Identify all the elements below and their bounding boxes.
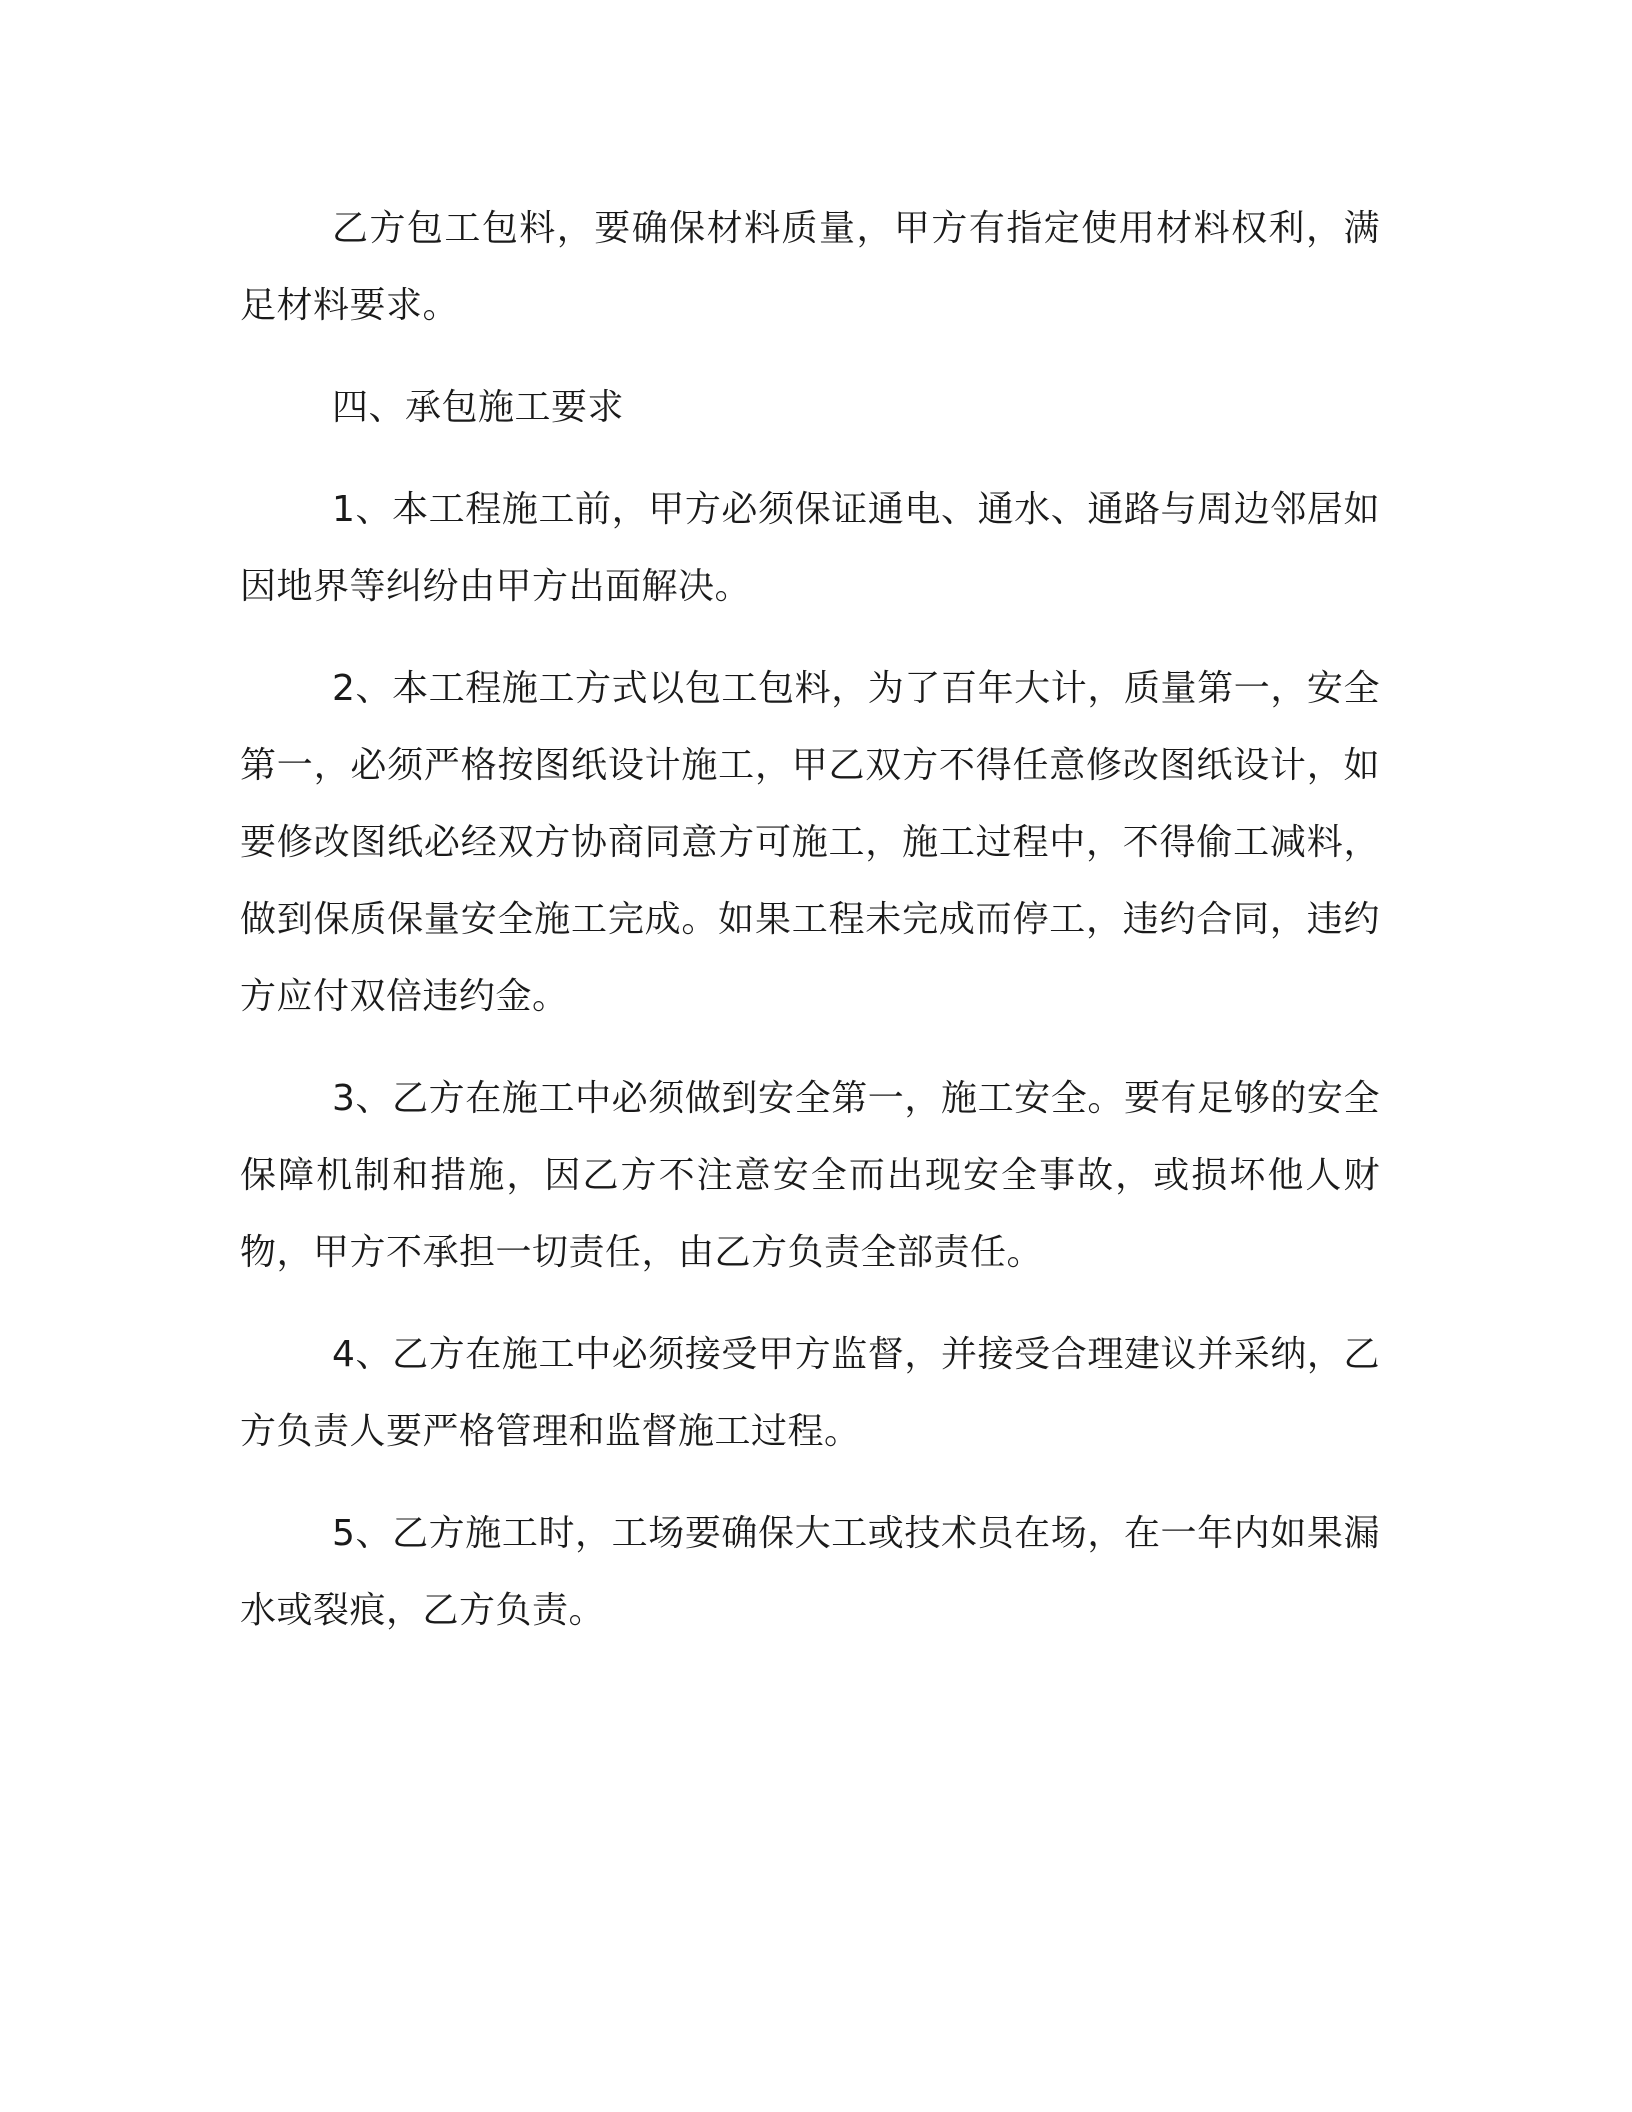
clause-2: 2、本工程施工方式以包工包料，为了百年大计，质量第一，安全第一，必须严格按图纸设计施工，甲乙双方不得任意修改图纸设计，如要修改图纸必经双方协商同意方可施工，施工过程中，不得偷工减料，做到保质保量安全施工完成。如果工程未完成而停工，违约合同，违约方应付双倍违约金。 [240, 668, 1380, 1017]
section-heading-construction-requirements: 四、承包施工要求 [332, 387, 625, 428]
paragraph-material-requirement: 乙方包工包料，要确保材料质量，甲方有指定使用材料权利，满足材料要求。 [240, 208, 1380, 326]
paragraph-spacer [240, 1291, 1380, 1316]
paragraph-spacer [240, 625, 1380, 650]
clause-1: 1、本工程施工前，甲方必须保证通电、通水、通路与周边邻居如因地界等纠纷由甲方出面解决。 [240, 489, 1380, 607]
document-body [240, 190, 1380, 1649]
paragraph-spacer [240, 344, 1380, 369]
paragraph-spacer [240, 1035, 1380, 1060]
clause-3: 3、乙方在施工中必须做到安全第一，施工安全。要有足够的安全保障机制和措施，因乙方不注意安全而出现安全事故，或损坏他人财物，甲方不承担一切责任，由乙方负责全部责任。 [240, 1078, 1380, 1273]
clause-4: 4、乙方在施工中必须接受甲方监督，并接受合理建议并采纳，乙方负责人要严格管理和监督施工过程。 [240, 1334, 1380, 1452]
clause-5: 5、乙方施工时，工场要确保大工或技术员在场，在一年内如果漏水或裂痕，乙方负责。 [240, 1513, 1380, 1631]
paragraph-spacer [240, 1470, 1380, 1495]
paragraph-spacer [240, 446, 1380, 471]
